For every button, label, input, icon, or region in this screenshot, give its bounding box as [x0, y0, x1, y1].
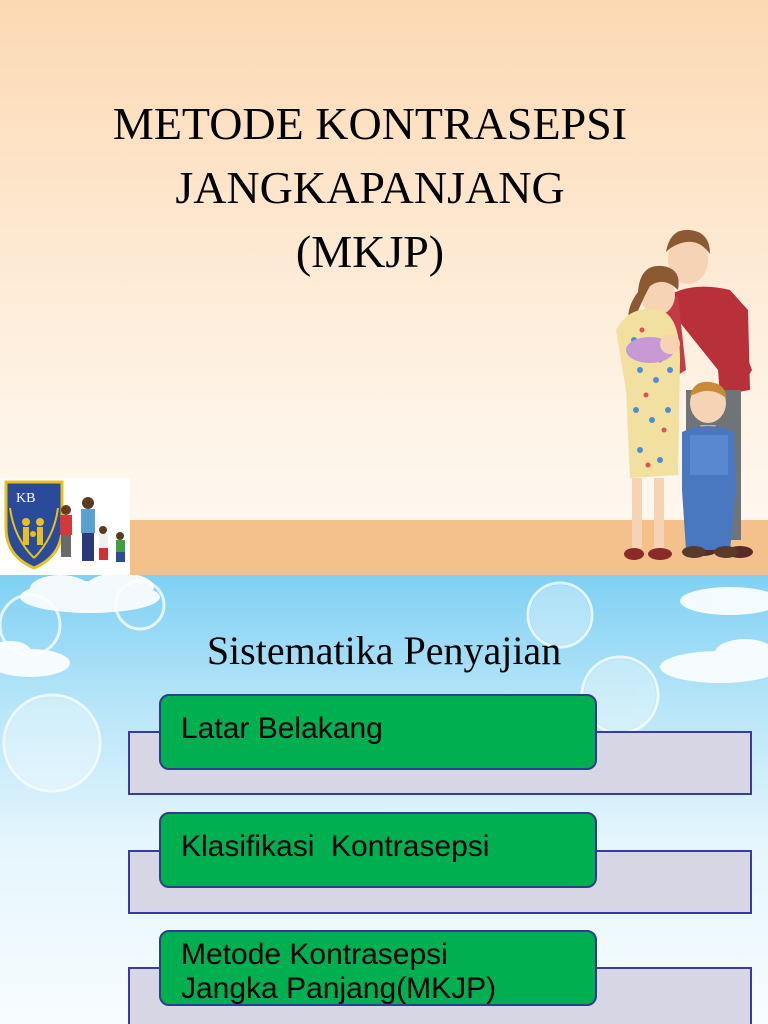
agenda-item-label: Latar Belakang	[181, 712, 383, 745]
slide-title-heading	[60, 92, 680, 284]
slide-agenda	[0, 575, 768, 1024]
agenda-item-label-line-1: Metode Kontrasepsi	[181, 938, 448, 971]
logo-letters: KB	[16, 491, 36, 506]
agenda-item-klasifikasi[interactable]	[159, 812, 597, 888]
kb-logo-icon	[0, 478, 130, 575]
title-line-1: METODE KONTRASEPSI	[112, 98, 628, 149]
title-line-2: JANGKAPANJANG	[175, 162, 565, 213]
agenda-item-label-line-2: Jangka Panjang(MKJP)	[181, 972, 497, 1005]
agenda-title: Sistematika Penyajian	[206, 628, 562, 673]
agenda-item-label: Klasifikasi Kontrasepsi	[181, 830, 490, 863]
kb-logo	[0, 478, 130, 575]
title-line-3: (MKJP)	[295, 226, 445, 277]
agenda-item-latar-belakang[interactable]	[159, 694, 597, 770]
agenda-item-mkjp[interactable]	[159, 930, 597, 1006]
family-illustration-icon	[590, 220, 768, 575]
